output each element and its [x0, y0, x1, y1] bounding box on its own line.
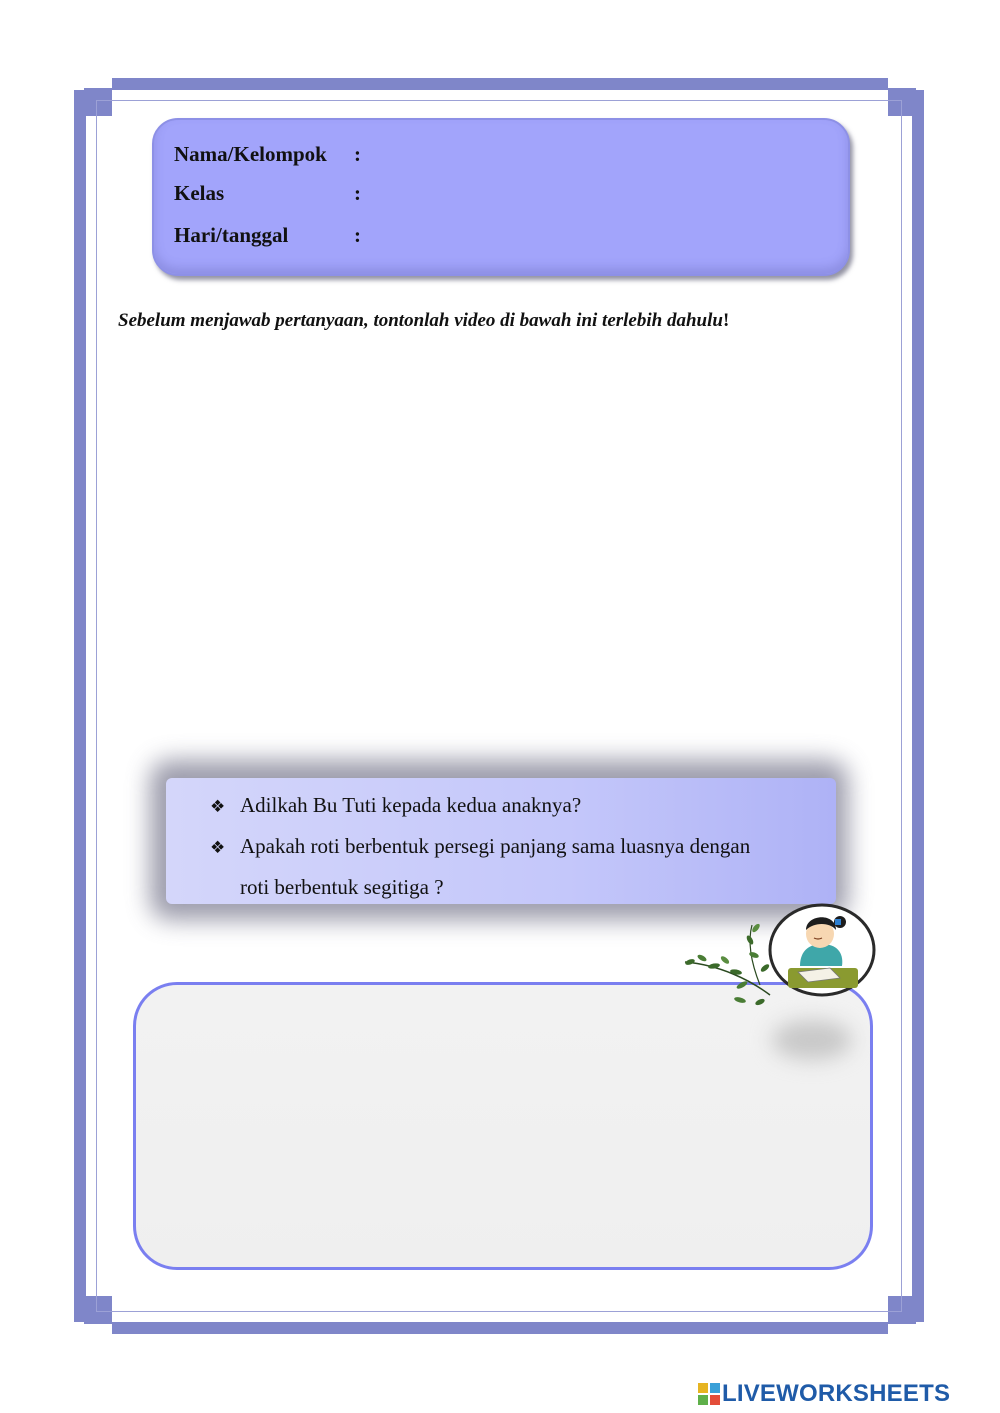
- diamond-bullet-icon: ❖: [210, 797, 226, 817]
- video-area: [118, 350, 878, 750]
- identity-colon: :: [354, 223, 361, 247]
- identity-label: Kelas: [174, 181, 225, 205]
- frame-top-border: [112, 78, 888, 90]
- identity-colon: :: [354, 181, 361, 205]
- question-item: [210, 834, 750, 859]
- diamond-bullet-icon: ❖: [210, 838, 226, 858]
- question-item-continuation: [240, 875, 444, 900]
- frame-bottom-border: [112, 1322, 888, 1334]
- answer-box-shadow: [772, 1020, 852, 1060]
- instruction-sentence: Sebelum menjawab pertanyaan, tontonlah video di bawah ini terlebih dahulu: [118, 310, 723, 331]
- watermark-text: LIVEWORKSHEETS: [722, 1380, 951, 1407]
- answer-box[interactable]: [133, 982, 873, 1270]
- frame-right-border: [912, 90, 924, 1322]
- identity-row-class: [174, 181, 361, 206]
- question-item: [210, 793, 581, 818]
- question-text: roti berbentuk segitiga ?: [240, 875, 444, 899]
- instruction-text: [118, 310, 878, 332]
- identity-label: Hari/tanggal: [174, 223, 289, 247]
- child-writing-illustration: [680, 900, 880, 1010]
- liveworksheets-logo-icon: [698, 1383, 720, 1405]
- identity-colon: :: [354, 142, 361, 166]
- question-text: Adilkah Bu Tuti kepada kedua anaknya?: [240, 793, 582, 817]
- frame-left-border: [74, 90, 86, 1322]
- identity-box: [152, 118, 850, 276]
- identity-row-name: [174, 142, 361, 167]
- identity-row-date: [174, 223, 361, 248]
- question-text: Apakah roti berbentuk persegi panjang sama luasnya dengan: [240, 834, 751, 858]
- identity-label: Nama/Kelompok: [174, 142, 327, 166]
- leaf-branch-icon: [684, 923, 770, 1007]
- liveworksheets-watermark: [698, 1377, 950, 1411]
- instruction-punct: !: [722, 310, 730, 331]
